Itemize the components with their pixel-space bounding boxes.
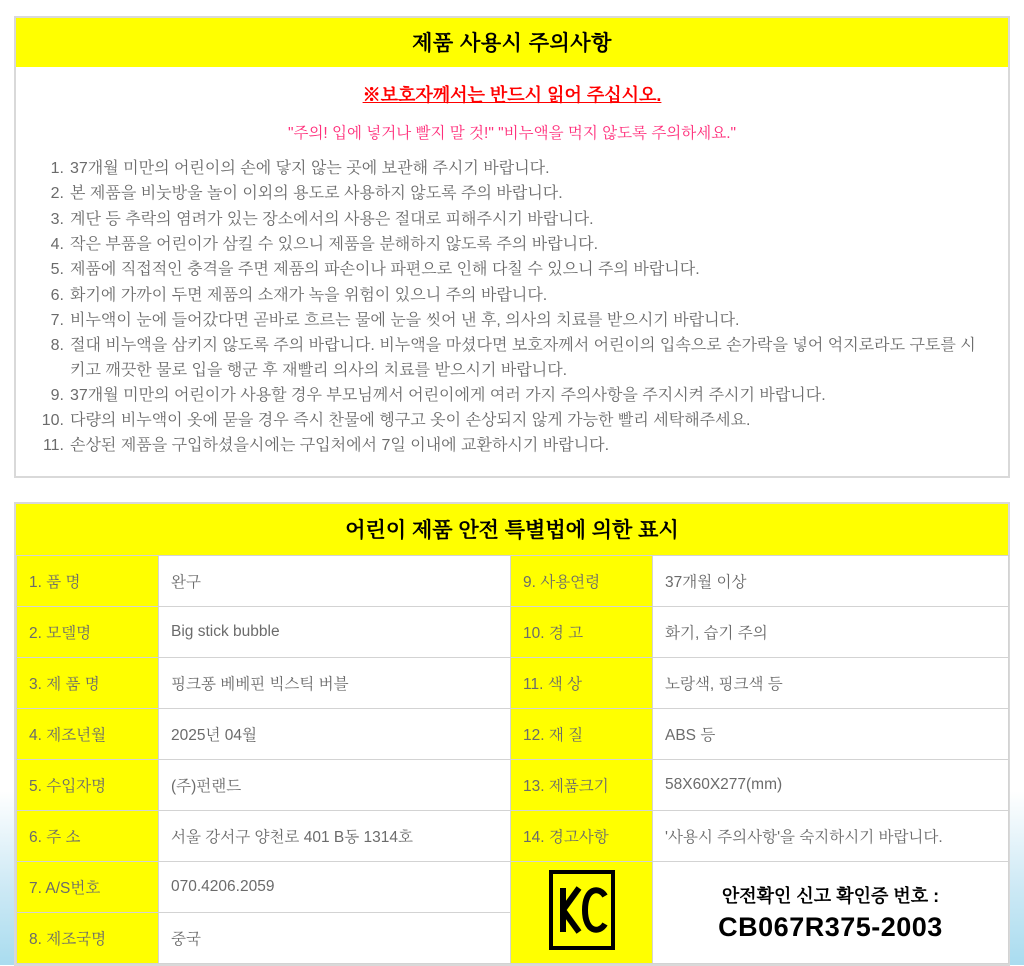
spec-label: 8. 제조국명 (17, 912, 159, 963)
list-item-number: 3. (50, 210, 64, 228)
list-item (34, 233, 990, 257)
spec-label: 12. 재 질 (511, 708, 653, 759)
list-item (34, 409, 990, 433)
spec-value: 중국 (159, 912, 511, 963)
list-item-number: 1. (50, 160, 64, 177)
list-item (34, 258, 990, 282)
spec-label: 2. 모델명 (17, 606, 159, 657)
spec-header: 어린이 제품 안전 특별법에 의한 표시 (16, 504, 1008, 555)
list-item-number: 4. (50, 235, 64, 253)
certificate-cell (653, 861, 1009, 963)
spec-label: 6. 주 소 (17, 810, 159, 861)
spec-value: 완구 (159, 555, 511, 606)
spec-label: 1. 품 명 (17, 555, 159, 606)
spec-value: 화기, 습기 주의 (653, 606, 1009, 657)
list-item (34, 309, 990, 333)
list-item (34, 334, 990, 383)
caution-header: 제품 사용시 주의사항 (16, 18, 1008, 67)
spec-label: 11. 색 상 (511, 657, 653, 708)
list-item-text: 다량의 비누액이 옷에 묻을 경우 즉시 찬물에 헹구고 옷이 손상되지 않게 가능한 빨리 세탁해주세요. (70, 412, 751, 430)
list-item-number: 8. (50, 337, 64, 355)
kc-safety-mark-icon (511, 861, 653, 963)
list-item-number: 11. (42, 437, 64, 455)
spec-value: 37개월 이상 (653, 555, 1009, 606)
table-row (17, 861, 1009, 912)
spec-value: 노랑색, 핑크색 등 (653, 657, 1009, 708)
list-item-text: 37개월 미만의 어린이의 손에 닿지 않는 곳에 보관해 주시기 바랍니다. (70, 160, 550, 177)
list-item-text: 화기에 가까이 두면 제품의 소재가 녹을 위험이 있으니 주의 바랍니다. (70, 286, 548, 304)
list-item (34, 182, 990, 206)
spec-value: 서울 강서구 양천로 401 B동 1314호 (159, 810, 511, 861)
list-item-text: 37개월 미만의 어린이가 사용할 경우 부모님께서 어린이에게 여러 가지 주의사항을 주지시켜 주시기 바랍니다. (70, 386, 826, 404)
spec-value: Big stick bubble (159, 606, 511, 657)
list-item-number: 5. (50, 261, 64, 279)
spec-label: 4. 제조년월 (17, 708, 159, 759)
table-row (17, 606, 1009, 657)
list-item (34, 208, 990, 232)
table-row (17, 657, 1009, 708)
list-item-number: 9. (50, 386, 64, 404)
table-row (17, 759, 1009, 810)
caution-body (16, 67, 1008, 476)
spec-value: 070.4206.2059 (159, 861, 511, 912)
list-item (34, 384, 990, 408)
spec-label: 5. 수입자명 (17, 759, 159, 810)
caution-list (34, 157, 990, 459)
table-row (17, 708, 1009, 759)
spec-label: 7. A/S번호 (17, 861, 159, 912)
list-item-number: 7. (50, 311, 64, 329)
list-item-text: 작은 부품을 어린이가 삼킬 수 있으니 제품을 분해하지 않도록 주의 바랍니다. (70, 235, 599, 253)
spec-label: 9. 사용연령 (511, 555, 653, 606)
certificate-number: CB067R375-2003 (718, 911, 943, 942)
spec-value: 2025년 04월 (159, 708, 511, 759)
list-item (34, 284, 990, 308)
list-item-text: 제품에 직접적인 충격을 주면 제품의 파손이나 파편으로 인해 다칠 수 있으니 주의 바랍니다. (70, 261, 700, 279)
spec-label: 10. 경 고 (511, 606, 653, 657)
spec-value: 핑크퐁 베베핀 빅스틱 버블 (159, 657, 511, 708)
spec-value: (주)펀랜드 (159, 759, 511, 810)
list-item (34, 157, 990, 181)
list-item-text: 계단 등 추락의 염려가 있는 장소에서의 사용은 절대로 피해주시기 바랍니다. (70, 210, 594, 228)
list-item-text: 비누액이 눈에 들어갔다면 곧바로 흐르는 물에 눈을 씻어 낸 후, 의사의 치료를 받으시기 바랍니다. (70, 311, 740, 329)
spec-value: 58X60X277(mm) (653, 759, 1009, 810)
spec-label: 3. 제 품 명 (17, 657, 159, 708)
list-item-text: 절대 비누액을 삼키지 않도록 주의 바랍니다. 비누액을 마셨다면 보호자께서 어린이의 입속으로 손가락을 넣어 억지로라도 구토를 시키고 깨끗한 물로 입을 행군 후 재빨리 의사의 치료를 받으시기 바랍니다. (70, 337, 976, 379)
spec-value: '사용시 주의사항'을 숙지하시기 바랍니다. (653, 810, 1009, 861)
caution-panel (14, 16, 1010, 478)
certificate-title: 안전확인 신고 확인증 번호 : (721, 885, 940, 906)
table-row (17, 810, 1009, 861)
list-item-text: 본 제품을 비눗방울 놀이 이외의 용도로 사용하지 않도록 주의 바랍니다. (70, 185, 563, 203)
spec-value: ABS 등 (653, 708, 1009, 759)
spec-label: 14. 경고사항 (511, 810, 653, 861)
table-row (17, 555, 1009, 606)
list-item-number: 6. (50, 286, 64, 304)
list-item (34, 434, 990, 458)
caution-title: ※보호자께서는 반드시 읽어 주십시오. (362, 85, 662, 105)
list-item-text: 손상된 제품을 구입하셨을시에는 구입처에서 7일 이내에 교환하시기 바랍니다. (70, 437, 610, 455)
spec-label: 13. 제품크기 (511, 759, 653, 810)
list-item-number: 10. (41, 412, 64, 430)
list-item-number: 2. (50, 185, 64, 203)
spec-panel (14, 502, 1010, 966)
caution-subtitle: "주의! 입에 넣거나 빨지 말 것!" "비누액을 먹지 않도록 주의하세요." (287, 125, 736, 142)
spec-table (16, 555, 1009, 964)
